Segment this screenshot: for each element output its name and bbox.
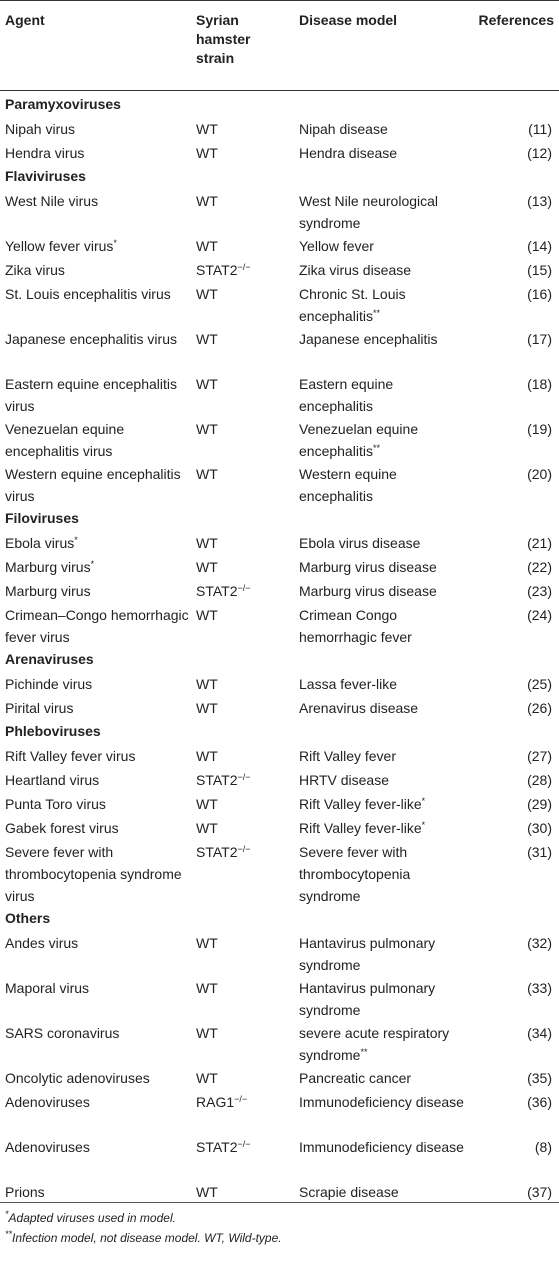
- cell-agent: Heartland virus: [5, 772, 100, 788]
- cell-disease-model: Crimean Congo hemorrhagic fever: [299, 607, 412, 645]
- cell-strain: WT: [196, 935, 218, 951]
- cell-reference: (33): [527, 980, 552, 996]
- cell-agent: Adenoviruses: [5, 1139, 90, 1155]
- cell-agent: Ebola virus*: [5, 535, 78, 551]
- cell-agent: Venezuelan equine encephalitis virus: [5, 421, 125, 459]
- cell-reference: (8): [534, 1139, 552, 1155]
- cell-strain: WT: [196, 121, 218, 137]
- cell-agent: Crimean–Congo hemorrhagic fever virus: [5, 607, 189, 645]
- table-row: [0, 415, 559, 460]
- cell-disease-model: Hendra disease: [299, 145, 398, 161]
- cell-reference: (20): [527, 466, 552, 482]
- cell-reference: (37): [527, 1184, 552, 1200]
- table-row: [0, 601, 559, 646]
- cell-disease-model: Venezuelan equine encephalitis**: [299, 421, 419, 459]
- cell-strain: WT: [196, 748, 218, 764]
- cell-strain: WT: [196, 466, 218, 482]
- cell-strain: WT: [196, 376, 218, 392]
- cell-reference: (13): [527, 193, 552, 209]
- cell-strain: WT: [196, 700, 218, 716]
- cell-strain: WT: [196, 145, 218, 161]
- cell-reference: (29): [527, 796, 552, 812]
- cell-agent: West Nile virus: [5, 193, 99, 209]
- cell-strain: WT: [196, 286, 218, 302]
- table-group-row: [0, 905, 559, 929]
- cell-agent: Prions: [5, 1184, 45, 1200]
- cell-disease-model: Marburg virus disease: [299, 559, 437, 575]
- cell-reference: (26): [527, 700, 552, 716]
- cell-agent: Japanese encephalitis virus: [5, 331, 177, 347]
- table-row: [0, 370, 559, 415]
- cell-disease-model: Nipah disease: [299, 121, 388, 137]
- table-row: [0, 1178, 559, 1203]
- group-label: Phleboviruses: [5, 723, 101, 739]
- cell-agent: Pirital virus: [5, 700, 74, 716]
- cell-strain: STAT2−/−: [196, 583, 251, 599]
- table-group-row: [0, 646, 559, 670]
- cell-agent: Maporal virus: [5, 980, 90, 996]
- cell-agent: Adenoviruses: [5, 1094, 90, 1110]
- table-row: [0, 553, 559, 577]
- cell-agent: Western equine encephalitis virus: [5, 466, 181, 504]
- cell-disease-model: Lassa fever-like: [299, 676, 398, 692]
- cell-strain: STAT2−/−: [196, 844, 251, 860]
- cell-strain: WT: [196, 331, 218, 347]
- group-label: Others: [5, 910, 51, 926]
- cell-agent: SARS coronavirus: [5, 1025, 120, 1041]
- cell-strain: WT: [196, 559, 218, 575]
- cell-reference: (16): [527, 286, 552, 302]
- table-row: [0, 115, 559, 139]
- cell-agent: Andes virus: [5, 935, 79, 951]
- cell-disease-model: Immunodeficiency disease: [299, 1139, 464, 1155]
- table-row: [0, 974, 559, 1019]
- cell-disease-model: Western equine encephalitis: [299, 466, 397, 504]
- cell-disease-model: severe acute respiratory syndrome**: [299, 1025, 450, 1063]
- cell-reference: (18): [527, 376, 552, 392]
- cell-reference: (23): [527, 583, 552, 599]
- cell-strain: WT: [196, 535, 218, 551]
- table-row: [0, 529, 559, 553]
- cell-disease-model: Japanese encephalitis: [299, 331, 438, 347]
- table-group-row: [0, 505, 559, 529]
- cell-disease-model: Arenavirus disease: [299, 700, 419, 716]
- header-disease-model: Disease model: [299, 12, 398, 28]
- table-row: [0, 766, 559, 790]
- cell-reference: (27): [527, 748, 552, 764]
- cell-agent: Yellow fever virus*: [5, 238, 117, 254]
- cell-strain: WT: [196, 820, 218, 836]
- cell-disease-model: Scrapie disease: [299, 1184, 399, 1200]
- table-row: [0, 694, 559, 718]
- cell-strain: WT: [196, 607, 218, 623]
- footnote-infection-model: **Infection model, not disease model. WT, Wild-type.: [5, 1229, 282, 1245]
- cell-disease-model: Zika virus disease: [299, 262, 412, 278]
- cell-agent: Marburg virus: [5, 583, 91, 599]
- table-row: [0, 139, 559, 163]
- cell-disease-model: Immunodeficiency disease: [299, 1094, 464, 1110]
- cell-disease-model: HRTV disease: [299, 772, 390, 788]
- cell-reference: (28): [527, 772, 552, 788]
- group-label: Arenaviruses: [5, 651, 94, 667]
- table-group-row: [0, 163, 559, 187]
- cell-reference: (30): [527, 820, 552, 836]
- cell-strain: STAT2−/−: [196, 1139, 251, 1155]
- cell-reference: (15): [527, 262, 552, 278]
- cell-reference: (22): [527, 559, 552, 575]
- cell-agent: Hendra virus: [5, 145, 85, 161]
- cell-strain: WT: [196, 193, 218, 209]
- table-row: [0, 325, 559, 370]
- table-row: [0, 187, 559, 232]
- table-footnotes: [5, 1208, 555, 1248]
- table-row: [0, 742, 559, 766]
- table-row: [0, 790, 559, 814]
- cell-agent: Oncolytic adenoviruses: [5, 1070, 150, 1086]
- header-references: References: [478, 12, 554, 28]
- group-label: Flaviviruses: [5, 168, 86, 184]
- cell-agent: Pichinde virus: [5, 676, 93, 692]
- cell-agent: Nipah virus: [5, 121, 76, 137]
- cell-reference: (11): [528, 121, 552, 137]
- table-row: [0, 280, 559, 325]
- cell-disease-model: Rift Valley fever-like*: [299, 820, 426, 836]
- cell-strain: WT: [196, 676, 218, 692]
- cell-disease-model: Rift Valley fever: [299, 748, 396, 764]
- cell-strain: WT: [196, 1184, 218, 1200]
- table-row: [0, 814, 559, 838]
- cell-strain: STAT2−/−: [196, 772, 251, 788]
- footnote-adapted: *Adapted viruses used in model.: [5, 1209, 176, 1225]
- cell-disease-model: Eastern equine encephalitis: [299, 376, 394, 414]
- cell-reference: (17): [527, 331, 552, 347]
- cell-reference: (21): [527, 535, 552, 551]
- cell-disease-model: Severe fever with thrombocytopenia syndrome: [299, 844, 411, 904]
- cell-disease-model: Hantavirus pulmonary syndrome: [299, 935, 436, 973]
- table-group-row: [0, 718, 559, 742]
- cell-reference: (19): [527, 421, 552, 437]
- cell-reference: (12): [527, 145, 552, 161]
- cell-agent: Marburg virus*: [5, 559, 95, 575]
- cell-agent: Eastern equine encephalitis virus: [5, 376, 178, 414]
- table-row: [0, 1133, 559, 1178]
- group-label: Filoviruses: [5, 510, 79, 526]
- cell-disease-model: Yellow fever: [299, 238, 374, 254]
- cell-agent: Severe fever with thrombocytopenia syndrome virus: [5, 844, 182, 904]
- cell-reference: (14): [527, 238, 552, 254]
- cell-reference: (32): [527, 935, 552, 951]
- cell-reference: (35): [527, 1070, 552, 1086]
- cell-agent: Punta Toro virus: [5, 796, 106, 812]
- cell-strain: RAG1−/−: [196, 1094, 248, 1110]
- cell-strain: WT: [196, 1025, 218, 1041]
- table-row: [0, 838, 559, 905]
- cell-agent: Gabek forest virus: [5, 820, 119, 836]
- cell-agent: Rift Valley fever virus: [5, 748, 136, 764]
- cell-reference: (25): [527, 676, 552, 692]
- cell-reference: (24): [527, 607, 552, 623]
- cell-agent: Zika virus: [5, 262, 65, 278]
- table-body: [0, 91, 559, 1203]
- table-row: [0, 1064, 559, 1088]
- group-label: Paramyxoviruses: [5, 96, 121, 112]
- cell-strain: STAT2−/−: [196, 262, 251, 278]
- table-row: [0, 256, 559, 280]
- cell-reference: (36): [527, 1094, 552, 1110]
- cell-disease-model: Marburg virus disease: [299, 583, 437, 599]
- cell-strain: WT: [196, 796, 218, 812]
- table-group-row: [0, 91, 559, 115]
- table-row: [0, 1019, 559, 1064]
- table-header: [0, 0, 559, 91]
- cell-disease-model: West Nile neurological syndrome: [299, 193, 439, 231]
- cell-reference: (34): [527, 1025, 552, 1041]
- cell-strain: WT: [196, 421, 218, 437]
- cell-disease-model: Hantavirus pulmonary syndrome: [299, 980, 436, 1018]
- cell-disease-model: Ebola virus disease: [299, 535, 421, 551]
- table-row: [0, 577, 559, 601]
- table-row: [0, 1088, 559, 1133]
- table-row: [0, 232, 559, 256]
- table-row: [0, 929, 559, 974]
- cell-disease-model: Chronic St. Louis encephalitis**: [299, 286, 406, 324]
- cell-disease-model: Rift Valley fever-like*: [299, 796, 426, 812]
- cell-strain: WT: [196, 980, 218, 996]
- cell-agent: St. Louis encephalitis virus: [5, 286, 171, 302]
- cell-disease-model: Pancreatic cancer: [299, 1070, 412, 1086]
- cell-strain: WT: [196, 1070, 218, 1086]
- table-row: [0, 460, 559, 505]
- header-agent: Agent: [5, 12, 45, 28]
- table-row: [0, 670, 559, 694]
- cell-strain: WT: [196, 238, 218, 254]
- header-strain: Syrian hamster strain: [196, 12, 251, 66]
- cell-reference: (31): [527, 844, 552, 860]
